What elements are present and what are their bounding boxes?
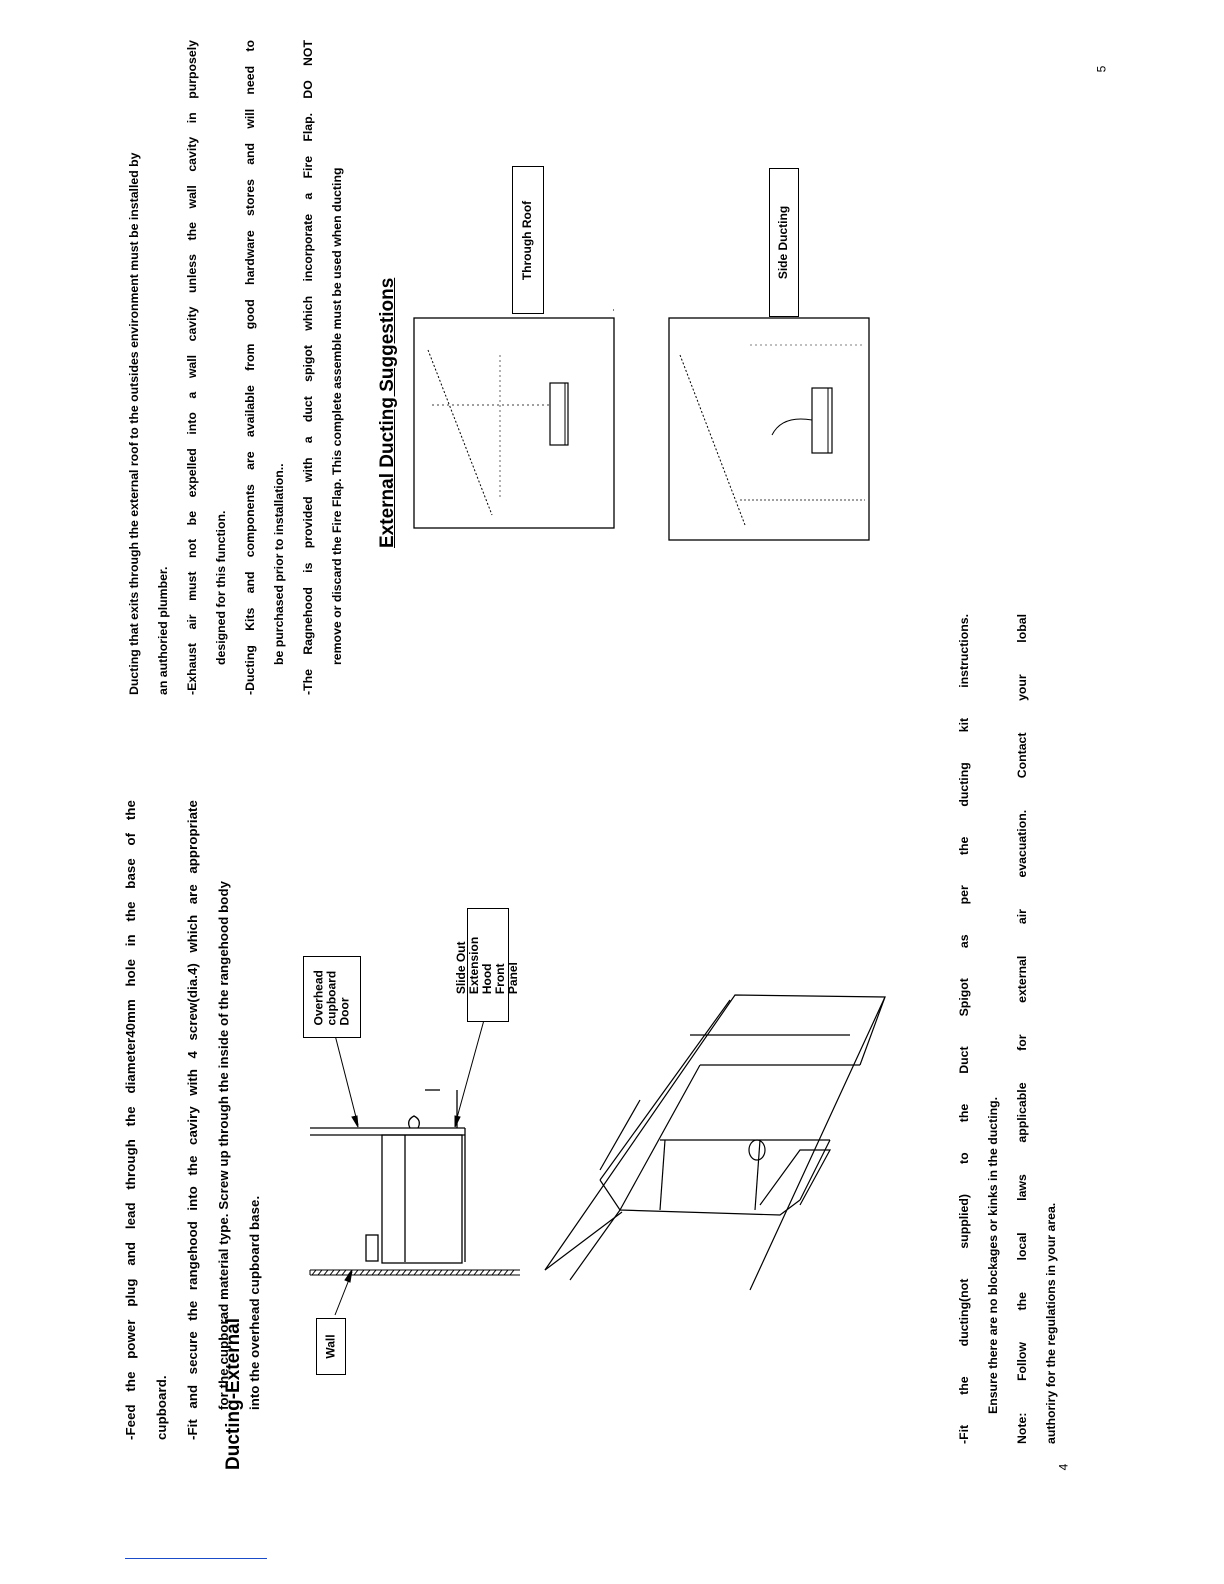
through-roof-diagram	[414, 318, 614, 528]
side-ducting-label	[769, 168, 799, 317]
page-number-left: 4	[1056, 1463, 1071, 1471]
right-line-5: -Ducting Kits and components are available from good hardware stores and will need to	[243, 40, 257, 695]
right-line-1: Ducting that exits through the external roof to the outsides environment must be installed by	[127, 152, 141, 695]
intro-line-1: -Feed the power plug and lead through the diameter40mm hole in the base of the	[123, 800, 138, 1440]
section-heading-ducting-external: Ducting-External	[223, 1317, 244, 1470]
wall-label-text: Wall	[323, 1334, 338, 1359]
page-number-right: 5	[1094, 65, 1109, 73]
ducting-line-3: Note: Follow the local laws applicable for external air evacuation. Contact your lobal	[1015, 614, 1029, 1444]
right-line-3: -Exhaust air must not be expelled into a wall cavity unless the wall cavity in purposely	[185, 40, 199, 695]
right-line-7: -The Ragnehood is provided with a duct spigot which incorporate a Fire Flap. DO NOT	[301, 40, 315, 695]
ducting-line-4: authoriry for the regulations in your area.	[1044, 1202, 1058, 1444]
section-heading-external-suggestions: External Ducting Suggestions	[377, 277, 398, 548]
intro-line-5: into the overhead cupboard base.	[247, 1195, 262, 1410]
right-line-6: be purchased prior to installation..	[272, 463, 286, 665]
intro-line-4: for the cupborad material type. Screw up through the inside of the rangehood body	[216, 880, 231, 1410]
side-ducting-label-text: Side Ducting	[776, 205, 791, 280]
ducting-line-1: -Fit the ducting(not supplied) to the Duct Spigot as per the ducting kit instructions.	[957, 614, 971, 1444]
slide-out-label-text: Slide Out Extension Hood Front Panel	[454, 936, 521, 994]
side-ducting-diagram	[669, 318, 869, 540]
through-roof-label	[512, 166, 544, 314]
through-roof-label-text: Through Roof	[520, 200, 535, 280]
ducting-line-2: Ensure there are no blockages or kinks in the ducting.	[986, 1096, 1000, 1414]
right-line-2: an authoried plumber.	[156, 566, 170, 695]
intro-line-3: -Fit and secure the rangehood into the caviry with 4 screw(dia.4) which are appropriate	[185, 800, 200, 1440]
right-line-8: remove or discard the Fire Flap. This complete assemble must be used when ducting	[330, 167, 344, 665]
right-line-4: designed for this function.	[214, 510, 228, 665]
intro-line-2: cupboard.	[154, 1375, 169, 1440]
overhead-door-label-text: Overhead cupboard Door	[311, 969, 352, 1025]
